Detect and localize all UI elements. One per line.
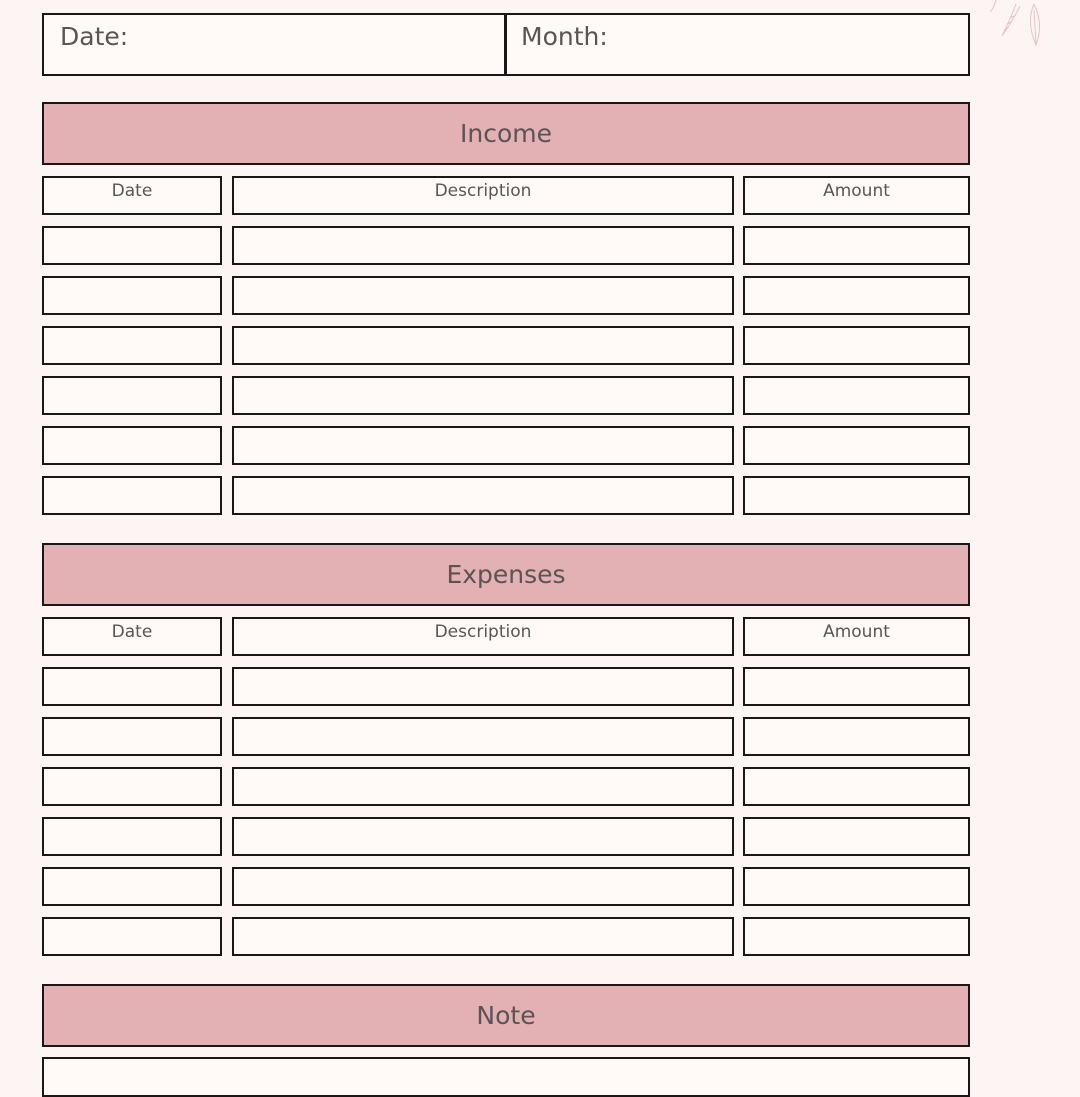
date-input[interactable] <box>140 16 500 72</box>
income-row-3-description-cell[interactable] <box>232 326 734 365</box>
income-row-5-date-cell[interactable] <box>42 426 222 465</box>
expenses-column-header-description: Description <box>232 617 734 656</box>
expenses-row-1-amount-cell[interactable] <box>743 667 970 706</box>
note-section-header: Note <box>42 984 970 1047</box>
date-label: Date: <box>60 22 129 51</box>
income-row-2-amount-cell[interactable] <box>743 276 970 315</box>
income-row-2-date-cell[interactable] <box>42 276 222 315</box>
income-row-1-date-cell[interactable] <box>42 226 222 265</box>
expenses-row-3-amount-cell[interactable] <box>743 767 970 806</box>
expenses-row-1-description-cell[interactable] <box>232 667 734 706</box>
income-row-6-amount-cell[interactable] <box>743 476 970 515</box>
expenses-row-2-date-cell[interactable] <box>42 717 222 756</box>
income-column-header-description: Description <box>232 176 734 215</box>
income-row-5-description-cell[interactable] <box>232 426 734 465</box>
expenses-row-4-description-cell[interactable] <box>232 817 734 856</box>
note-textarea[interactable] <box>42 1057 970 1097</box>
expenses-row-4-date-cell[interactable] <box>42 817 222 856</box>
income-column-header-amount: Amount <box>743 176 970 215</box>
income-row-1-description-cell[interactable] <box>232 226 734 265</box>
income-row-4-description-cell[interactable] <box>232 376 734 415</box>
expenses-row-1-date-cell[interactable] <box>42 667 222 706</box>
expenses-row-6-amount-cell[interactable] <box>743 917 970 956</box>
expenses-row-3-description-cell[interactable] <box>232 767 734 806</box>
expenses-row-5-description-cell[interactable] <box>232 867 734 906</box>
expenses-row-3-date-cell[interactable] <box>42 767 222 806</box>
income-row-5-amount-cell[interactable] <box>743 426 970 465</box>
income-row-3-amount-cell[interactable] <box>743 326 970 365</box>
income-row-4-amount-cell[interactable] <box>743 376 970 415</box>
leaf-branch-icon <box>990 0 1060 50</box>
income-row-4-date-cell[interactable] <box>42 376 222 415</box>
expenses-row-6-date-cell[interactable] <box>42 917 222 956</box>
expenses-row-2-amount-cell[interactable] <box>743 717 970 756</box>
expenses-row-5-date-cell[interactable] <box>42 867 222 906</box>
income-column-header-date: Date <box>42 176 222 215</box>
income-row-6-description-cell[interactable] <box>232 476 734 515</box>
income-row-1-amount-cell[interactable] <box>743 226 970 265</box>
income-row-6-date-cell[interactable] <box>42 476 222 515</box>
income-row-2-description-cell[interactable] <box>232 276 734 315</box>
expenses-row-4-amount-cell[interactable] <box>743 817 970 856</box>
expenses-column-header-date: Date <box>42 617 222 656</box>
expenses-row-2-description-cell[interactable] <box>232 717 734 756</box>
expenses-row-5-amount-cell[interactable] <box>743 867 970 906</box>
month-input[interactable] <box>622 16 966 72</box>
date-month-divider <box>504 13 507 76</box>
expenses-column-header-amount: Amount <box>743 617 970 656</box>
expenses-row-6-description-cell[interactable] <box>232 917 734 956</box>
expenses-section-header: Expenses <box>42 543 970 606</box>
income-row-3-date-cell[interactable] <box>42 326 222 365</box>
income-section-header: Income <box>42 102 970 165</box>
month-label: Month: <box>521 22 608 51</box>
